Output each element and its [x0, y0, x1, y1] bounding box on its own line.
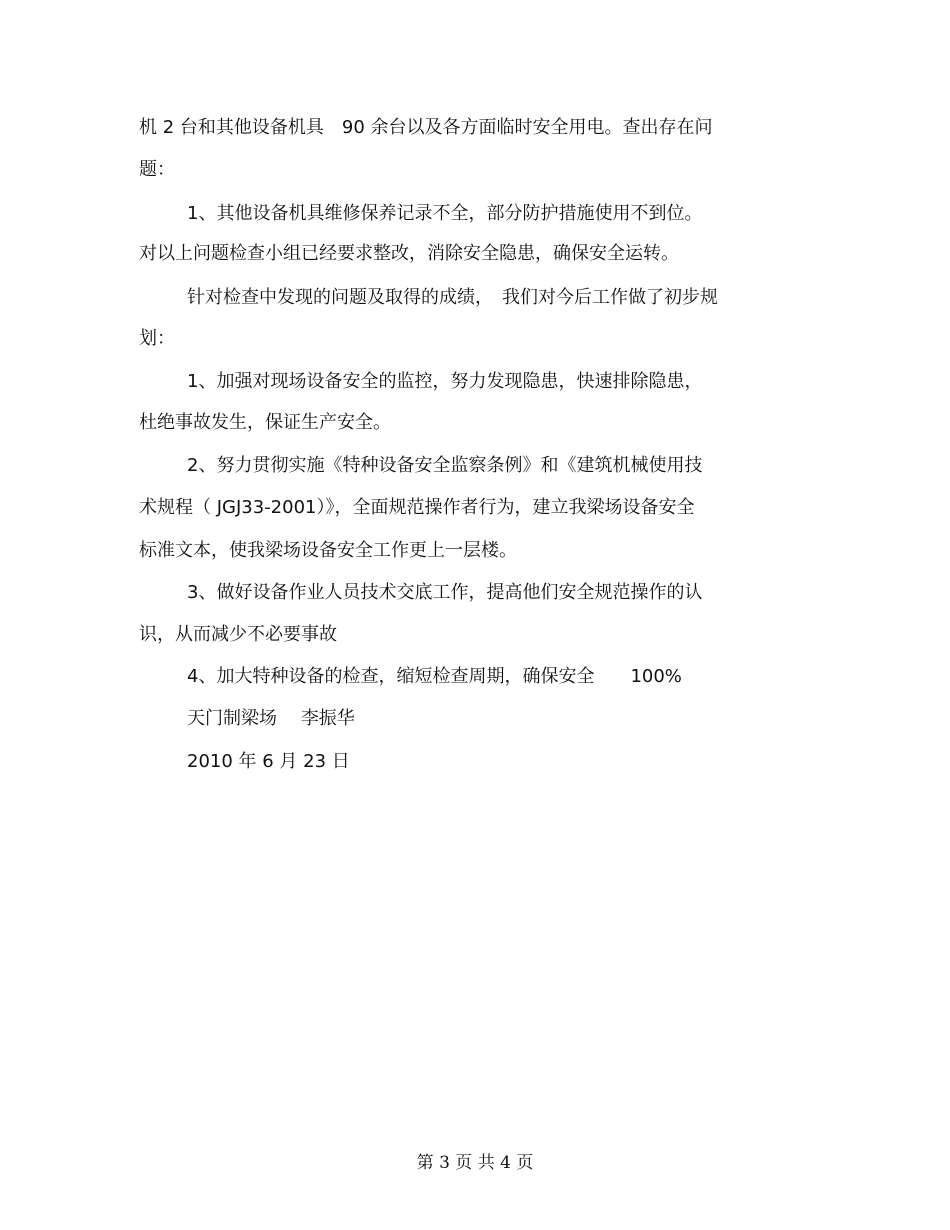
text-line: 题： [139, 159, 175, 180]
text-line: 识，从而减少不必要事故 [139, 624, 337, 645]
signature-date: 2010 年 6 月 23 日 [187, 751, 350, 772]
text-line: 1、其他设备机具维修保养记录不全，部分防护措施使用不到位。 [187, 203, 703, 224]
page-indicator: 第 3 页 共 4 页 [416, 1153, 534, 1173]
text-line: 3、做好设备作业人员技术交底工作，提高他们安全规范操作的认 [187, 582, 703, 603]
text-line: 2、努力贯彻实施《特种设备安全监察条例》和《建筑机械使用技 [187, 455, 703, 476]
text-line: 1、加强对现场设备安全的监控，努力发现隐患，快速排除隐患， [187, 371, 703, 392]
text-line: 4、加大特种设备的检查，缩短检查周期，确保安全 100% [187, 666, 682, 687]
text-line: 对以上问题检查小组已经要求整改，消除安全隐患，确保安全运转。 [139, 243, 679, 264]
text-line: 划： [139, 328, 175, 349]
signature-organization: 天门制梁场 李振华 [187, 708, 355, 729]
text-line: 术规程（ JGJ33-2001）》，全面规范操作者行为，建立我梁场设备安全 [139, 497, 695, 518]
text-line: 针对检查中发现的问题及取得的成绩， 我们对今后工作做了初步规 [187, 287, 718, 308]
text-line: 标准文本，使我梁场设备安全工作更上一层楼。 [139, 540, 517, 561]
text-line: 杜绝事故发生，保证生产安全。 [139, 412, 391, 433]
text-line: 机 2 台和其他设备机具 90 余台以及各方面临时安全用电。查出存在问 [139, 117, 713, 138]
